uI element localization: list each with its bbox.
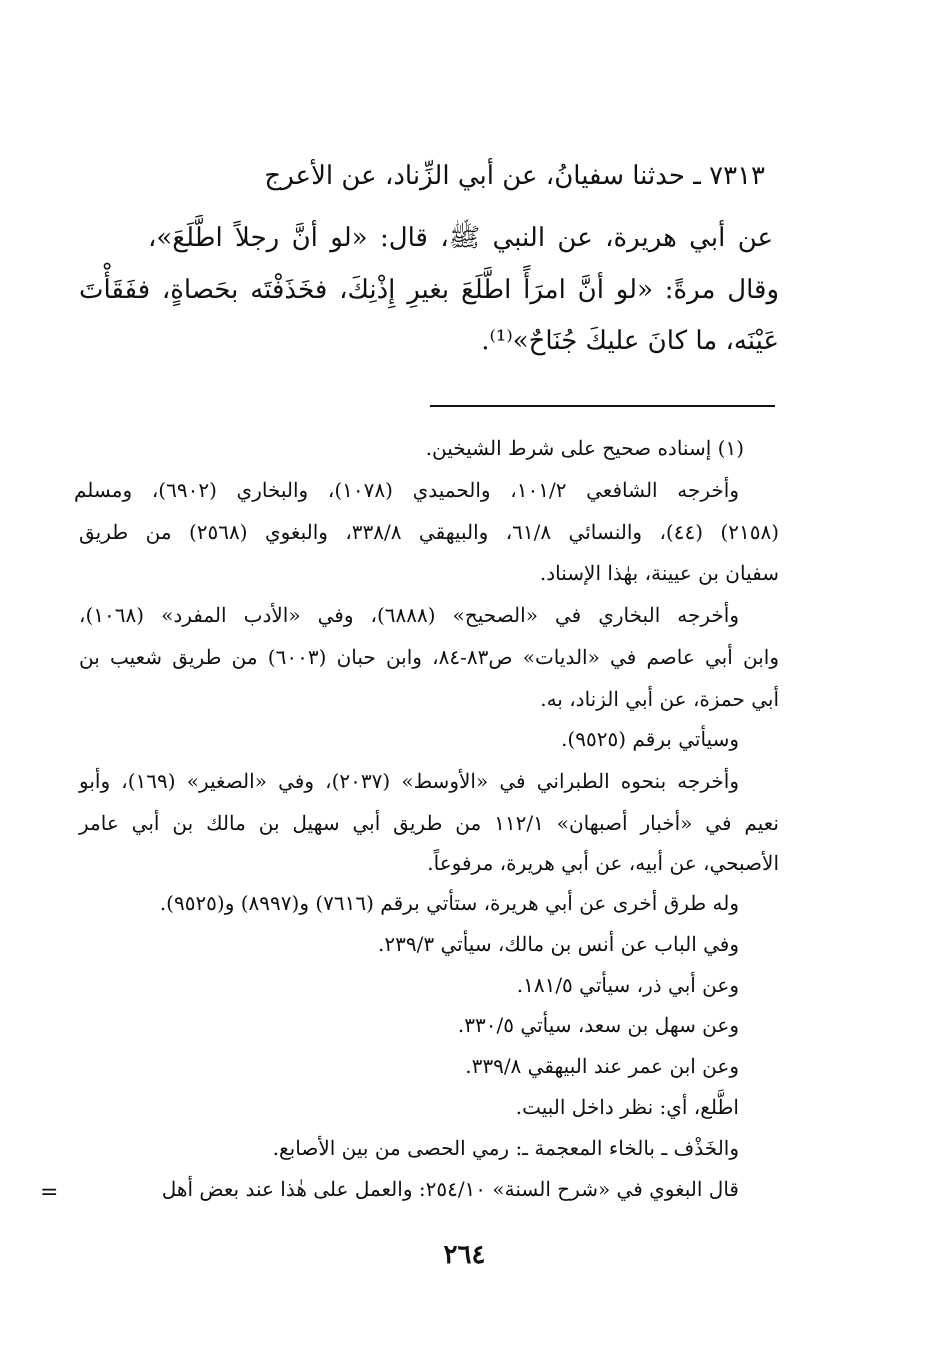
footnote-line: وله طرق أخرى عن أبي هريرة، ستأتي برقم (٧٦١٦) و(٨٩٩٧) و(٩٥٢٥). [159, 891, 739, 915]
footnote-line: وأخرجه بنحوه الطبراني في «الأوسط» (٢٠٣٧)، وفي «الصغير» (١٦٩)، وأبو [79, 769, 739, 793]
footnote-line: وعن ابن عمر عند البيهقي ٣٣٩/٨. [465, 1054, 739, 1078]
footnote-line: وسيأتي برقم (٩٥٢٥). [561, 727, 739, 751]
hadith-line: عَيْنَه، ما كانَ عليكَ جُنَاحٌ»⁽¹⁾. [481, 326, 779, 356]
footnote-divider [430, 405, 775, 407]
footnote-line: وعن أبي ذر، سيأتي ١٨١/٥. [516, 973, 739, 997]
footnote-line: والخَذْف ـ بالخاء المعجمة ـ: رمي الحصى من بين الأصابع. [272, 1136, 739, 1160]
hadith-line: وقال مرةً: «لو أنَّ امرَأً اطَّلَعَ بغيرِ إِذْنِكَ، فخَذَفْتَه بحَصاةٍ، ففَقَأْتَ [79, 275, 779, 305]
footnote-line: وعن سهل بن سعد، سيأتي ٣٣٠/٥. [457, 1013, 739, 1037]
footnote-line: (٢١٥٨) (٤٤)، والنسائي ٦١/٨، والبيهقي ٣٣٨/٨، والبغوي (٢٥٦٨) من طريق [79, 520, 780, 544]
footnote-line: (١) إسناده صحيح على شرط الشيخين. [425, 436, 744, 460]
footnote-line: وابن أبي عاصم في «الديات» ص٨٣-٨٤، وابن حبان (٦٠٠٣) من طريق شعيب بن [79, 645, 779, 669]
hadith-line: عن أبي هريرة، عن النبي ﷺ، قال: «لو أنَّ رجلاً اطَّلَعَ»، [148, 223, 773, 253]
footnote-line: أبي حمزة، عن أبي الزناد، به. [540, 687, 779, 711]
footnote-line: اطَّلع، أي: نظر داخل البيت. [515, 1095, 739, 1119]
continuation-mark: = [40, 1180, 59, 1205]
footnote-line: وأخرجه الشافعي ١٠١/٢، والحميدي (١٠٧٨)، والبخاري (٦٩٠٢)، ومسلم [74, 478, 739, 502]
hadith-number-line: ٧٣١٣ ـ حدثنا سفيانُ، عن أبي الزِّناد، عن الأعرج [264, 161, 765, 191]
footnote-line: وأخرجه البخاري في «الصحيح» (٦٨٨٨)، وفي «الأدب المفرد» (١٠٦٨)، [79, 603, 739, 627]
page-number: ٢٦٤ [443, 1240, 486, 1270]
footnote-line: قال البغوي في «شرح السنة» ٢٥٤/١٠: والعمل على هٰذا عند بعض أهل [161, 1177, 739, 1201]
footnote-line: وفي الباب عن أنس بن مالك، سيأتي ٢٣٩/٣. [378, 932, 739, 956]
footnote-line: الأصبحي، عن أبيه، عن أبي هريرة، مرفوعاً. [427, 851, 779, 875]
footnote-line: سفيان بن عيينة، بهٰذا الإسناد. [539, 561, 779, 585]
footnote-line: نعيم في «أخبار أصبهان» ١١٢/١ من طريق أبي سهيل بن مالك بن أبي عامر [79, 811, 779, 835]
